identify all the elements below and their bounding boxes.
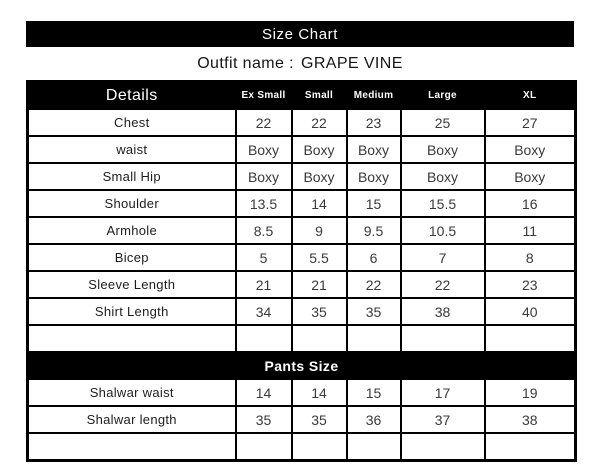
column-header-ex-small: Ex Small bbox=[236, 82, 292, 110]
value-cell: 22 bbox=[292, 109, 347, 136]
value-cell: Boxy bbox=[292, 163, 347, 190]
value-cell: 15.5 bbox=[401, 190, 485, 217]
value-cell: 16 bbox=[485, 190, 576, 217]
value-cell: 5 bbox=[236, 244, 292, 271]
value-cell: 8 bbox=[485, 244, 576, 271]
column-header-small: Small bbox=[292, 82, 347, 110]
size-table-header-row bbox=[28, 82, 576, 110]
row-label: Bicep bbox=[28, 244, 236, 271]
value-cell bbox=[485, 433, 576, 461]
column-header-details: Details bbox=[28, 82, 236, 110]
column-header-xl: XL bbox=[485, 82, 576, 110]
column-header-medium: Medium bbox=[347, 82, 401, 110]
table-row bbox=[28, 244, 576, 271]
value-cell bbox=[347, 433, 401, 461]
value-cell: 34 bbox=[236, 298, 292, 325]
row-label: Shalwar waist bbox=[28, 379, 236, 406]
value-cell bbox=[485, 325, 576, 352]
value-cell: 36 bbox=[347, 406, 401, 433]
table-row bbox=[28, 406, 576, 433]
value-cell: 40 bbox=[485, 298, 576, 325]
value-cell: 14 bbox=[236, 379, 292, 406]
value-cell: 22 bbox=[347, 271, 401, 298]
value-cell: Boxy bbox=[401, 136, 485, 163]
value-cell: Boxy bbox=[485, 163, 576, 190]
row-label: waist bbox=[28, 136, 236, 163]
value-cell: 6 bbox=[347, 244, 401, 271]
table-row bbox=[28, 109, 576, 136]
value-cell: 23 bbox=[485, 271, 576, 298]
table-row bbox=[28, 298, 576, 325]
value-cell: 21 bbox=[292, 271, 347, 298]
value-cell bbox=[401, 325, 485, 352]
row-label: Shirt Length bbox=[28, 298, 236, 325]
value-cell: 25 bbox=[401, 109, 485, 136]
row-label: Sleeve Length bbox=[28, 271, 236, 298]
value-cell: 13.5 bbox=[236, 190, 292, 217]
value-cell: 22 bbox=[236, 109, 292, 136]
row-label: Small Hip bbox=[28, 163, 236, 190]
value-cell: 35 bbox=[347, 298, 401, 325]
column-header-large: Large bbox=[401, 82, 485, 110]
value-cell: 35 bbox=[292, 298, 347, 325]
value-cell bbox=[292, 325, 347, 352]
table-row bbox=[28, 217, 576, 244]
empty-row bbox=[28, 325, 576, 352]
value-cell: 10.5 bbox=[401, 217, 485, 244]
value-cell: 19 bbox=[485, 379, 576, 406]
row-label bbox=[28, 325, 236, 352]
value-cell: 15 bbox=[347, 190, 401, 217]
size-table-body bbox=[28, 109, 576, 461]
value-cell: 35 bbox=[292, 406, 347, 433]
value-cell bbox=[292, 433, 347, 461]
value-cell: 23 bbox=[347, 109, 401, 136]
table-row bbox=[28, 379, 576, 406]
row-label: Shoulder bbox=[28, 190, 236, 217]
row-label: Armhole bbox=[28, 217, 236, 244]
value-cell: 8.5 bbox=[236, 217, 292, 244]
empty-row bbox=[28, 433, 576, 461]
value-cell bbox=[236, 325, 292, 352]
table-row bbox=[28, 163, 576, 190]
value-cell: Boxy bbox=[485, 136, 576, 163]
table-row bbox=[28, 190, 576, 217]
outfit-name-value: GRAPE VINE bbox=[300, 54, 403, 72]
value-cell: Boxy bbox=[347, 136, 401, 163]
row-label bbox=[28, 433, 236, 461]
row-label: Chest bbox=[28, 109, 236, 136]
value-cell: 17 bbox=[401, 379, 485, 406]
row-label: Shalwar length bbox=[28, 406, 236, 433]
value-cell: 14 bbox=[292, 379, 347, 406]
value-cell: 15 bbox=[347, 379, 401, 406]
value-cell: 27 bbox=[485, 109, 576, 136]
value-cell: 9.5 bbox=[347, 217, 401, 244]
outfit-name-line bbox=[26, 47, 574, 80]
value-cell: 11 bbox=[485, 217, 576, 244]
table-row bbox=[28, 271, 576, 298]
value-cell: Boxy bbox=[347, 163, 401, 190]
value-cell: 37 bbox=[401, 406, 485, 433]
size-chart-title-bar bbox=[26, 21, 574, 47]
section-header-row bbox=[28, 352, 576, 379]
value-cell: 9 bbox=[292, 217, 347, 244]
value-cell bbox=[347, 325, 401, 352]
value-cell: Boxy bbox=[401, 163, 485, 190]
value-cell bbox=[236, 433, 292, 461]
value-cell: 38 bbox=[401, 298, 485, 325]
table-row bbox=[28, 136, 576, 163]
value-cell: 5.5 bbox=[292, 244, 347, 271]
value-cell: Boxy bbox=[236, 136, 292, 163]
value-cell: 22 bbox=[401, 271, 485, 298]
size-table bbox=[26, 80, 577, 462]
value-cell: Boxy bbox=[236, 163, 292, 190]
size-chart-title: Size Chart bbox=[261, 25, 339, 43]
value-cell: 7 bbox=[401, 244, 485, 271]
value-cell: 14 bbox=[292, 190, 347, 217]
value-cell bbox=[401, 433, 485, 461]
value-cell: 21 bbox=[236, 271, 292, 298]
value-cell: 38 bbox=[485, 406, 576, 433]
value-cell: Boxy bbox=[292, 136, 347, 163]
outfit-name-label: Outfit name : bbox=[197, 54, 294, 72]
pants-size-section-header: Pants Size bbox=[28, 352, 576, 379]
value-cell: 35 bbox=[236, 406, 292, 433]
